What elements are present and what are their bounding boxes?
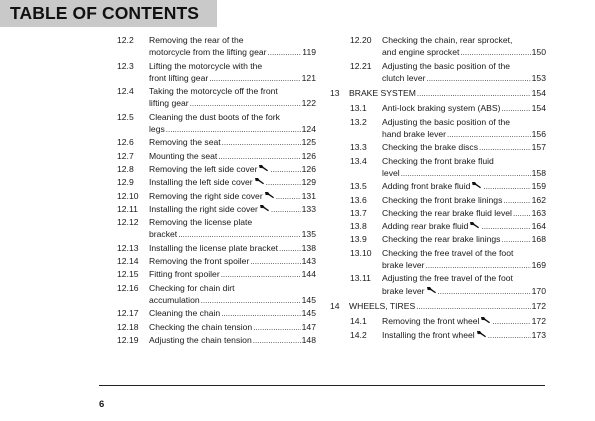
entry-title: level [382,167,400,178]
entry-title: brake lever [382,260,425,271]
entry-number: 14.2 [350,329,367,340]
entry-line [382,207,546,220]
entry-number: 12.20 [350,35,372,45]
entry-title: Adjusting the basic position of the [382,116,511,127]
entry-body [149,85,316,111]
entry-line [149,334,316,347]
entry-number: 14 [330,300,340,311]
wrench-icon [480,315,491,323]
entry-title: Removing the front spoiler [149,256,250,267]
entry-line [149,163,316,176]
toc-entry[interactable] [330,247,546,273]
toc-entry[interactable] [117,60,316,86]
entry-title: accumulation [149,294,200,305]
entry-line [382,102,546,115]
entry-title: Adjusting the basic position of the [382,60,511,71]
entry-title: Checking for chain dirt [149,282,235,293]
entry-title: Adding front brake fluid [382,181,471,192]
dot-leader [190,98,301,110]
entry-number: 12.2 [117,35,134,45]
entry-line [382,116,546,128]
page-ref: 159 [531,181,546,192]
toc-entry[interactable] [117,268,316,281]
entry-title: bracket [149,229,178,240]
entry-line [382,155,546,167]
entry-line [149,97,316,110]
entry-body [382,272,546,298]
dot-leader [270,164,300,176]
page-ref: 169 [531,260,546,271]
entry-title: WHEELS, TIRES [349,300,416,311]
toc-entry[interactable] [117,34,316,60]
entry-line [349,87,546,100]
entry-title: Fitting front spoiler [149,269,220,280]
toc-entry[interactable] [117,321,316,334]
entry-title: legs [149,124,165,135]
entry-number: 13.4 [350,155,367,166]
entry-title: BRAKE SYSTEM [349,88,416,99]
page-ref: 164 [531,221,546,232]
entry-number: 13.8 [350,221,367,232]
entry-body [382,60,546,86]
entry-number: 13.5 [350,181,367,192]
toc-entry[interactable] [330,220,546,233]
entry-line [149,123,316,136]
toc-entry[interactable] [330,155,546,181]
entry-title: Installing the right side cover [149,203,258,214]
entry-title: Installing the front wheel [382,329,475,340]
entry-title: brake lever [382,285,425,296]
entry-number: 12.9 [117,177,134,188]
dot-leader [416,301,530,313]
footer-rule [99,385,545,386]
page-number: 6 [99,399,105,410]
entry-body [149,216,316,242]
dot-leader [488,330,531,342]
entry-line [149,242,316,255]
entry-line [382,285,546,298]
entry-title: and engine sprocket [382,47,460,58]
toc-entry[interactable] [117,85,316,111]
entry-title: front lifting gear [149,72,209,83]
page-ref: 126 [301,163,316,174]
toc-entry[interactable] [117,176,316,189]
page-ref: 125 [301,137,316,148]
dot-leader [447,129,531,141]
page-ref: 154 [531,88,546,99]
toc-entry[interactable] [330,34,546,60]
entry-body [149,190,316,203]
page-ref: 126 [301,150,316,161]
dot-leader [426,73,530,85]
entry-title: lifting gear [149,98,189,109]
dot-leader [501,234,530,246]
page-ref: 172 [531,300,546,311]
entry-number: 12.6 [117,137,134,148]
entry-line [382,329,546,342]
dot-leader [279,243,301,255]
entry-body [149,334,316,347]
toc-entry[interactable] [117,242,316,255]
dot-leader [218,151,300,163]
dot-leader [460,47,530,59]
page-ref: 121 [301,72,316,83]
dot-leader [253,335,301,347]
entry-number: 12.15 [117,269,139,280]
toc-entry[interactable] [330,207,546,220]
toc-entry[interactable] [330,116,546,142]
entry-title: Adjusting the chain tension [149,334,252,345]
toc-right-column [330,34,546,342]
page-ref: 173 [531,329,546,340]
entry-line [149,203,316,216]
entry-body [382,34,546,60]
page-ref: 156 [531,129,546,140]
dot-leader [266,177,301,189]
entry-line [149,72,316,85]
page-ref: 154 [531,103,546,114]
page-ref: 162 [531,194,546,205]
toc-entry[interactable] [330,329,546,342]
entry-body [149,242,316,255]
entry-line [149,46,316,59]
entry-line [382,272,546,284]
entry-line [149,176,316,189]
dot-leader [271,204,301,216]
page-ref: 122 [301,98,316,109]
entry-number: 13.6 [350,194,367,205]
dot-leader [221,308,300,320]
entry-body [149,268,316,281]
entry-title: Checking the chain, rear sprocket, [382,35,513,45]
entry-line [149,268,316,281]
dot-leader [492,316,530,328]
page-ref: 143 [301,256,316,267]
entry-title: Checking the chain tension [149,321,253,332]
entry-body [382,155,546,181]
entry-number: 13.1 [350,103,367,114]
wrench-icon [426,285,437,293]
entry-line [382,180,546,193]
dot-leader [513,208,531,220]
entry-title: Mounting the seat [149,150,218,161]
entry-number: 12.21 [350,60,372,71]
entry-number: 12.18 [117,321,139,332]
page-ref: 145 [301,308,316,319]
dot-leader [253,322,300,334]
entry-body [149,203,316,216]
toc-chapter[interactable] [330,87,546,100]
entry-line [149,150,316,163]
entry-line [149,255,316,268]
toc-entry[interactable] [117,203,316,216]
page-ref: 150 [531,47,546,58]
dot-leader [209,73,300,85]
dot-leader [268,47,302,59]
entry-title: Removing the left side cover [149,163,258,174]
dot-leader [178,229,300,241]
page-ref: 129 [301,177,316,188]
entry-number: 13.2 [350,116,367,127]
entry-title: Lifting the motorcycle with the [149,60,263,71]
entry-number: 13.9 [350,234,367,245]
page-ref: 163 [531,207,546,218]
entry-number: 12.12 [117,217,139,228]
entry-title: Removing the front wheel [382,316,480,327]
entry-number: 12.5 [117,111,134,122]
page-ref: 158 [531,167,546,178]
entry-line [382,46,546,59]
page-ref: 147 [301,321,316,332]
toc-entry[interactable] [330,102,546,115]
toc-entry[interactable] [330,141,546,154]
entry-line [149,190,316,203]
entry-title: Checking the brake discs [382,142,479,153]
entry-line [149,307,316,320]
entry-number: 12.16 [117,282,139,293]
entry-line [149,136,316,149]
toc-entry[interactable] [330,60,546,86]
dot-leader [417,88,531,100]
entry-title: motorcycle from the lifting gear [149,47,267,58]
page-ref: 168 [531,234,546,245]
page-ref: 170 [531,285,546,296]
entry-line [382,60,546,72]
dot-leader [401,168,531,180]
wrench-icon [264,190,275,198]
entry-line [149,282,316,294]
page-ref: 144 [301,269,316,280]
dot-leader [438,286,531,298]
entry-title: hand brake lever [382,129,447,140]
entry-title: Checking the rear brake linings [382,234,501,245]
entry-body [149,34,316,60]
entry-body [382,207,546,220]
entry-body [149,176,316,189]
wrench-icon [476,329,487,337]
entry-body [382,180,546,193]
entry-title: Adjusting the free travel of the foot [382,273,513,284]
entry-body [149,282,316,308]
wrench-icon [254,176,265,184]
wrench-icon [471,180,482,188]
entry-line [382,167,546,180]
entry-title: Checking the front brake linings [382,194,503,205]
entry-line [382,128,546,141]
dot-leader [201,295,301,307]
entry-number: 12.10 [117,190,139,201]
wrench-icon [469,220,480,228]
entry-body [149,150,316,163]
entry-line [382,72,546,85]
entry-line [382,220,546,233]
entry-title: Anti-lock braking system (ABS) [382,103,501,114]
entry-body [349,87,546,100]
entry-body [149,136,316,149]
entry-number: 13.11 [350,273,371,284]
entry-title: Removing the rear of the [149,35,244,45]
entry-number: 12.11 [117,203,138,214]
page-ref: 135 [301,229,316,240]
entry-body [382,233,546,246]
entry-body [149,307,316,320]
dot-leader [503,195,530,207]
entry-title: clutch lever [382,72,426,83]
page-ref: 119 [302,47,316,58]
toc-entry[interactable] [117,334,316,347]
entry-number: 12.4 [117,86,134,97]
toc-chapter[interactable] [330,300,546,313]
entry-body [149,321,316,334]
entry-body [382,141,546,154]
entry-body [149,163,316,176]
toc-left-column [117,34,316,347]
wrench-icon [259,203,270,211]
entry-title: Taking the motorcycle off the front [149,86,278,97]
entry-number: 12.7 [117,150,134,161]
entry-title: Installing the license plate bracket [149,242,278,253]
toc-entry[interactable] [117,255,316,268]
entry-line [149,321,316,334]
page-ref: 133 [301,203,316,214]
toc-entry[interactable] [330,194,546,207]
entry-number: 12.3 [117,60,134,71]
toc-entry[interactable] [117,111,316,137]
entry-number: 12.13 [117,242,139,253]
dot-leader [222,137,301,149]
entry-line [149,294,316,307]
entry-line [149,60,316,72]
entry-body [349,300,546,313]
entry-body [382,102,546,115]
page-ref: 153 [531,72,546,83]
entry-line [382,194,546,207]
dot-leader [250,256,300,268]
entry-number: 12.19 [117,334,139,345]
entry-number: 14.1 [350,316,367,327]
entry-body [382,220,546,233]
toc-entry[interactable] [117,216,316,242]
entry-number: 13.10 [350,247,372,258]
toc-entry[interactable] [330,315,546,328]
entry-title: Cleaning the chain [149,308,221,319]
dot-leader [481,221,530,233]
entry-title: Checking the rear brake fluid level [382,207,512,218]
page-ref: 148 [301,334,316,345]
entry-title: Removing the right side cover [149,190,263,201]
toc-entry[interactable] [330,180,546,193]
dot-leader [479,142,531,154]
dot-leader [221,269,301,281]
toc-entry[interactable] [117,282,316,308]
entry-line [382,247,546,259]
entry-line [149,34,316,46]
entry-number: 13.3 [350,142,367,153]
entry-line [149,216,316,228]
entry-number: 13 [330,88,340,99]
toc-entry[interactable] [117,150,316,163]
entry-number: 12.14 [117,256,139,267]
entry-body [149,60,316,86]
entry-line [382,259,546,272]
entry-body [382,315,546,328]
entry-body [382,194,546,207]
entry-title: Removing the license plate [149,217,253,228]
entry-line [382,34,546,46]
entry-title: Checking the free travel of the foot [382,247,514,258]
entry-line [149,228,316,241]
toc-entry[interactable] [117,307,316,320]
toc-entry[interactable] [117,190,316,203]
page-ref: 157 [531,142,546,153]
dot-leader [426,260,531,272]
wrench-icon [258,163,269,171]
page-title: TABLE OF CONTENTS [10,3,200,23]
toc-entry[interactable] [330,233,546,246]
page-ref: 145 [301,294,316,305]
entry-title: Installing the left side cover [149,177,253,188]
entry-line [382,141,546,154]
toc-entry[interactable] [117,163,316,176]
entry-title: Checking the front brake fluid [382,155,494,166]
entry-line [149,85,316,97]
page-ref: 131 [301,190,316,201]
page-ref: 172 [531,316,546,327]
entry-line [382,315,546,328]
entry-body [149,111,316,137]
entry-title: Adding rear brake fluid [382,221,469,232]
entry-body [382,329,546,342]
entry-number: 12.8 [117,163,134,174]
entry-number: 12.17 [117,308,139,319]
dot-leader [276,191,301,203]
entry-number: 13.7 [350,207,367,218]
page-ref: 124 [301,124,316,135]
entry-title: Cleaning the dust boots of the fork [149,111,280,122]
toc-entry[interactable] [117,136,316,149]
entry-body [382,247,546,273]
entry-body [149,255,316,268]
entry-body [382,116,546,142]
entry-line [382,233,546,246]
dot-leader [483,181,530,193]
dot-leader [501,103,530,115]
entry-title: Removing the seat [149,137,221,148]
toc-entry[interactable] [330,272,546,298]
dot-leader [166,124,301,136]
entry-line [349,300,546,313]
page-ref: 138 [301,242,316,253]
entry-line [149,111,316,123]
